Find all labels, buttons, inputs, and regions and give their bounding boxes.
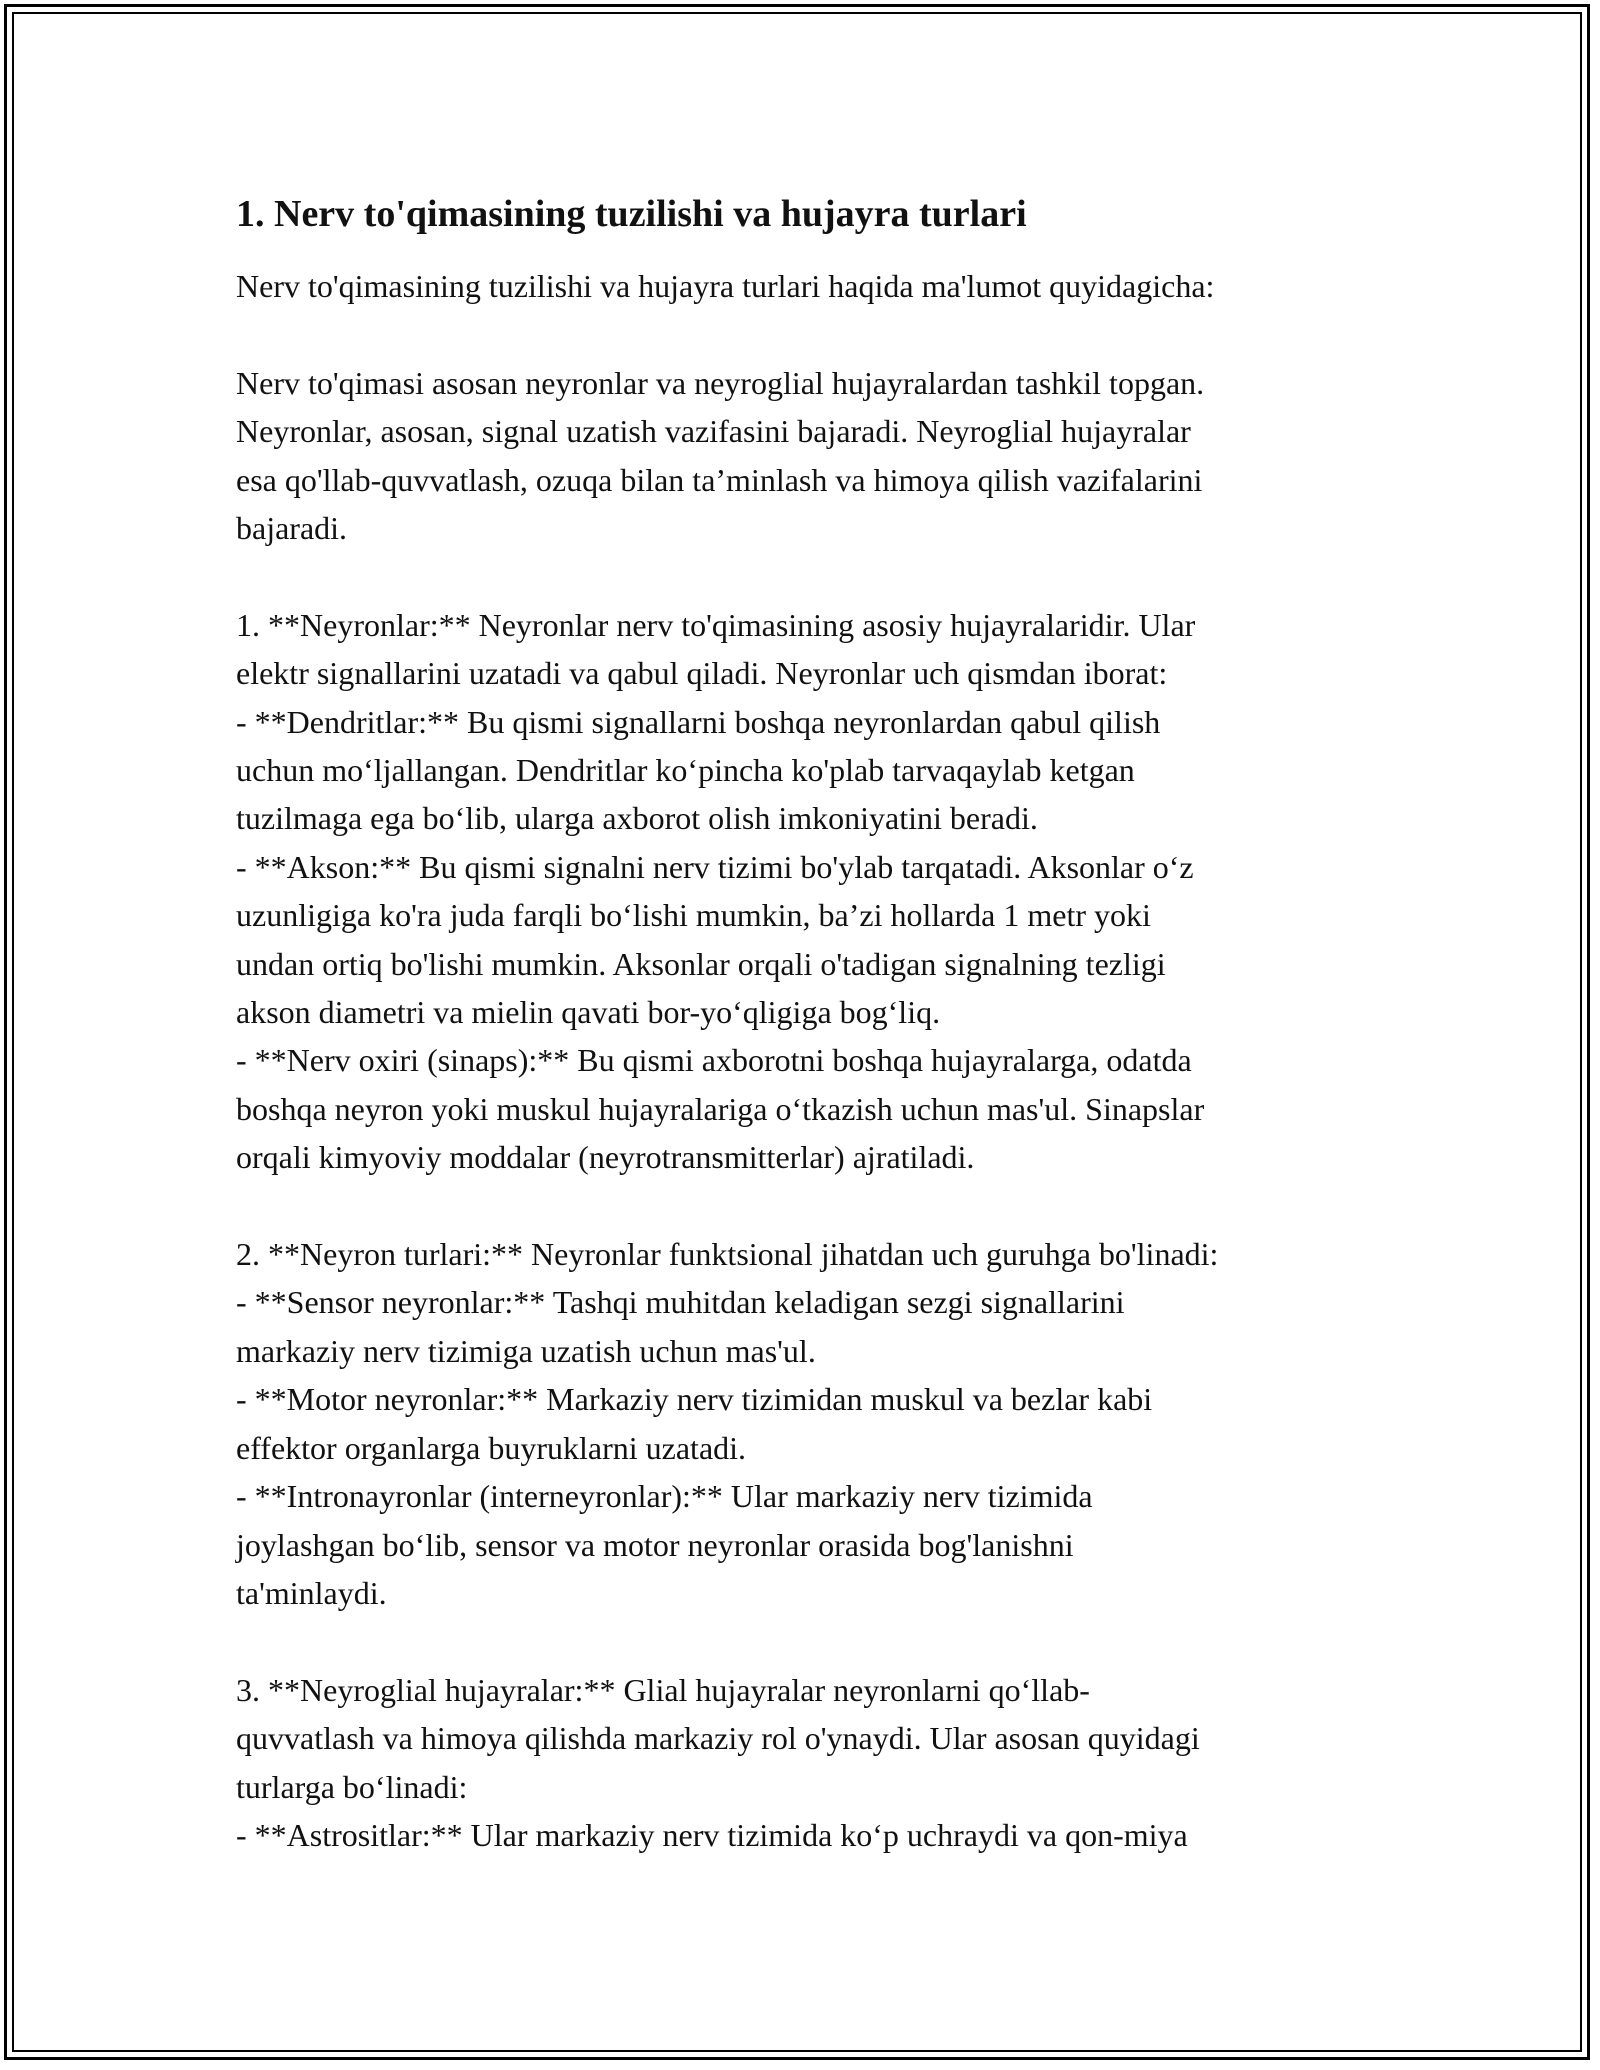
paragraph-gap xyxy=(236,552,1376,600)
overview-paragraph: Nerv to'qimasi asosan neyronlar va neyroglial hujayralardan tashkil topgan. Neyronlar, asosan, signal uzatish vazifasini bajaradi. Neyroglial hujayralar esa qo'llab-quvvatlash, ozuqa bilan ta’minlash va himoya qilish vazifalarini bajaradi. xyxy=(236,364,1205,547)
intro-paragraph: Nerv to'qimasining tuzilishi va hujayra turlari haqida ma'lumot quyidagicha: xyxy=(236,268,1215,304)
paragraph-gap xyxy=(236,1617,1376,1665)
neuron-types-section: 2. **Neyron turlari:** Neyronlar funktsional jihatdan uch guruhga bo'linadi: - **Sensor neyronlar:** Tashqi muhitdan keladigan sezgi signallarini markaziy nerv tizimiga uzatish uchun mas'ul. - **Motor neyronlar:** Markaziy nerv tizimidan muskul va bezlar kabi effektor organlarga buyruklarni uzatadi. - **Intronayronlar (interneyronlar):** Ular markaziy nerv tizimida joylashgan boʻlib, sensor va motor neyronlar orasida bog'lanishni ta'minlaydi. xyxy=(236,1236,1219,1611)
paragraph-gap xyxy=(236,1182,1376,1230)
document-heading: 1. Nerv to'qimasining tuzilishi va hujayra turlari xyxy=(236,193,1027,235)
document-body xyxy=(236,188,1376,1859)
neuroglial-section: 3. **Neyroglial hujayralar:** Glial hujayralar neyronlarni qoʻllab- quvvatlash va himoya qilishda markaziy rol o'ynaydi. Ular asosan quyidagi turlarga boʻlinadi: - **Astrositlar:** Ular markaziy nerv tizimida koʻp uchraydi va qon-miya xyxy=(236,1671,1200,1853)
paragraph-gap xyxy=(236,310,1376,358)
neurons-section: 1. **Neyronlar:** Neyronlar nerv to'qimasining asosiy hujayralaridir. Ular elektr signallarini uzatadi va qabul qiladi. Neyronlar uch qismdan iborat: - **Dendritlar:** Bu qismi signallarni boshqa neyronlardan qabul qilish uchun moʻljallangan. Dendritlar koʻpincha ko'plab tarvaqaylab ketgan tuzilmaga ega boʻlib, ularga axborot olish imkoniyatini beradi. - **Akson:** Bu qismi signalni nerv tizimi bo'ylab tarqatadi. Aksonlar oʻz uzunligiga ko'ra juda farqli boʻlishi mumkin, ba’zi hollarda 1 metr yoki undan ortiq bo'lishi mumkin. Aksonlar orqali o'tadigan signalning tezligi akson diametri va mielin qavati bor-yoʻqligiga bogʻliq. - **Nerv oxiri (sinaps):** Bu qismi axborotni boshqa hujayralarga, odatda boshqa neyron yoki muskul hujayralariga oʻtkazish uchun mas'ul. Sinapslar orqali kimyoviy moddalar (neyrotransmitterlar) ajratiladi. xyxy=(236,606,1205,1176)
